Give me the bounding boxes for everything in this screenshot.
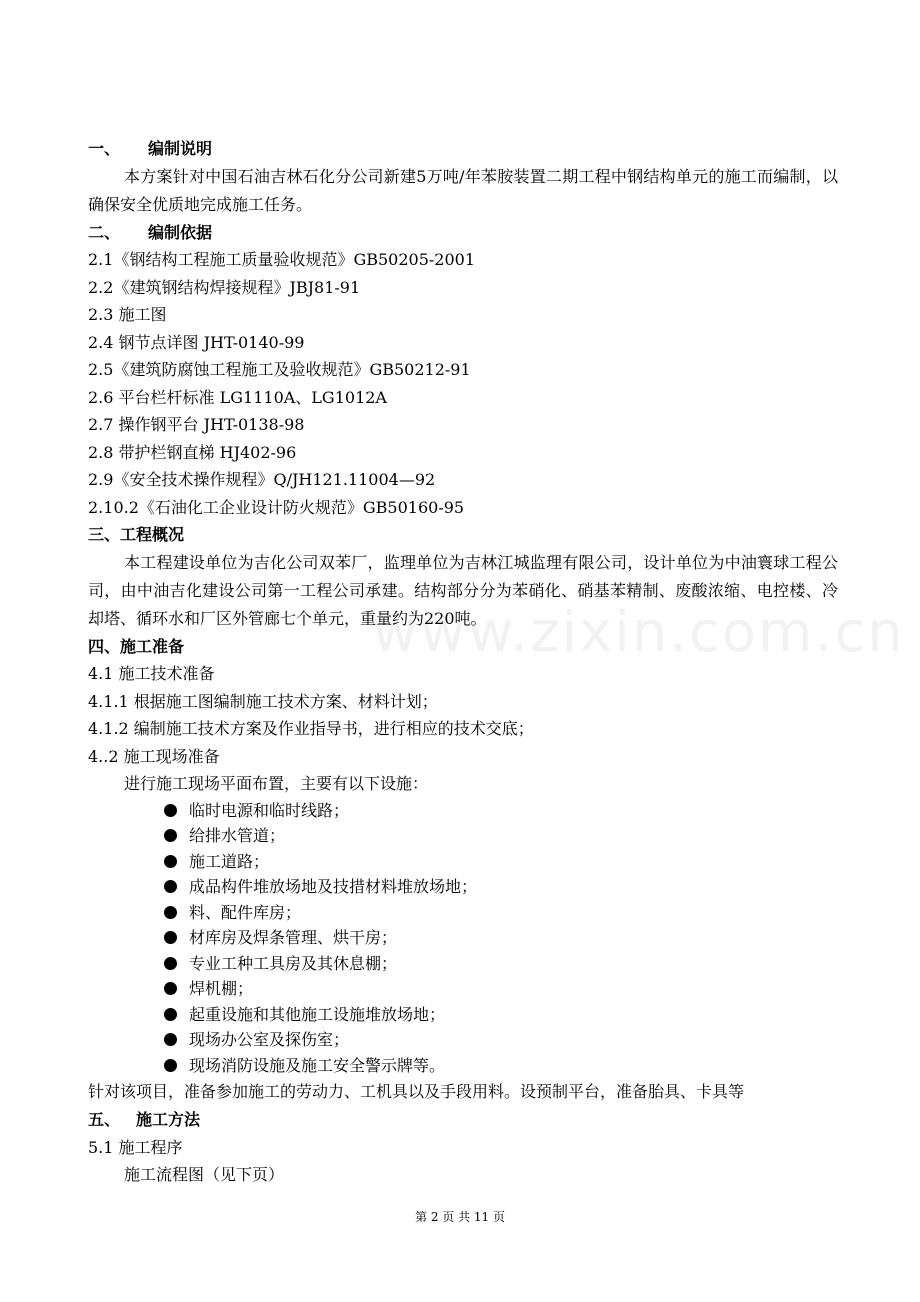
reference-item: 2.2《建筑钢结构焊接规程》JBJ81-91 bbox=[88, 277, 361, 297]
section-number: 五、 bbox=[88, 1110, 121, 1129]
reference-item: 2.6 平台栏杆标准 LG1110A、LG1012A bbox=[88, 387, 387, 407]
reference-list bbox=[88, 246, 838, 521]
bullet-dot-icon bbox=[164, 906, 177, 919]
paragraph-resources: 针对该项目，准备参加施工的劳动力、工机具以及手段用料。设预制平台，准备胎具、卡具等 bbox=[88, 1082, 745, 1101]
reference-item: 2.10.2《石油化工企业设计防火规范》GB50160-95 bbox=[88, 497, 465, 517]
subsection-heading: 4..2 施工现场准备 bbox=[88, 746, 220, 766]
reference-item: 2.5《建筑防腐蚀工程施工及验收规范》GB50212-91 bbox=[88, 360, 471, 379]
page-footer: 第 2 页 共 11 页 bbox=[415, 1210, 505, 1224]
section-heading-2 bbox=[88, 219, 838, 247]
bullet-dot-icon bbox=[164, 1059, 177, 1072]
section-number: 一、 bbox=[88, 139, 121, 158]
bullet-dot-icon bbox=[164, 982, 177, 995]
paragraph-intro: 本方案针对中国石油吉林石化分公司新建5万吨/年苯胺装置二期工程中钢结构单元的施工而编制，以确保安全优质地完成施工任务。 bbox=[88, 166, 838, 214]
list-item: 焊机棚； bbox=[88, 976, 838, 1002]
list-item: 材库房及焊条管理、烘干房； bbox=[88, 925, 838, 951]
bullet-dot-icon bbox=[164, 804, 177, 817]
section-heading-1 bbox=[88, 135, 838, 163]
section-heading-3: 三、工程概况 bbox=[88, 525, 185, 544]
section-heading-4: 四、施工准备 bbox=[88, 636, 185, 656]
list-item: 给排水管道； bbox=[88, 823, 838, 849]
bullet-dot-icon bbox=[164, 880, 177, 893]
reference-item: 2.9《安全技术操作规程》Q/JH121.11004—92 bbox=[88, 470, 436, 489]
subsection-heading: 5.1 施工程序 bbox=[88, 1137, 183, 1157]
list-item: 临时电源和临时线路； bbox=[88, 798, 838, 824]
reference-item: 2.7 操作钢平台 JHT-0138-98 bbox=[88, 415, 305, 434]
list-item: 专业工种工具房及其休息棚； bbox=[88, 951, 838, 977]
paragraph-overview: 本工程建设单位为吉化公司双苯厂，监理单位为吉林江城监理有限公司，设计单位为中油寰球工程公司，由中油吉化建设公司第一工程公司承建。结构部分分为苯硝化、硝基苯精制、废酸浓缩、电控楼、冷却塔、循环水和厂区外管廊七个单元，重量约为220吨。 bbox=[88, 552, 838, 628]
reference-item: 2.4 钢节点详图 JHT-0140-99 bbox=[88, 332, 305, 352]
section-number: 二、 bbox=[88, 222, 121, 242]
list-item: 现场办公室及探伤室； bbox=[88, 1027, 838, 1053]
list-item: 成品构件堆放场地及技措材料堆放场地； bbox=[88, 874, 838, 900]
bullet-dot-icon bbox=[164, 855, 177, 868]
subsection-item: 4.1.1 根据施工图编制施工技术方案、材料计划； bbox=[88, 691, 438, 711]
section-heading-5 bbox=[88, 1106, 838, 1134]
facilities-intro: 进行施工现场平面布置，主要有以下设施： bbox=[124, 774, 429, 793]
bullet-dot-icon bbox=[164, 1008, 177, 1021]
reference-item: 2.1《钢结构工程施工质量验收规范》GB50205-2001 bbox=[88, 250, 476, 269]
list-item: 现场消防设施及施工安全警示牌等。 bbox=[88, 1053, 838, 1079]
subsection-item: 4.1.2 编制施工技术方案及作业指导书，进行相应的技术交底； bbox=[88, 719, 534, 738]
facilities-list bbox=[88, 798, 838, 1079]
section-label: 施工方法 bbox=[136, 1110, 201, 1129]
list-item: 起重设施和其他施工设施堆放场地； bbox=[88, 1002, 838, 1028]
reference-item: 2.8 带护栏钢直梯 HJ402-96 bbox=[88, 442, 297, 462]
bullet-dot-icon bbox=[164, 1033, 177, 1046]
bullet-dot-icon bbox=[164, 829, 177, 842]
bullet-dot-icon bbox=[164, 957, 177, 970]
section-label: 编制依据 bbox=[148, 222, 213, 242]
flowchart-reference: 施工流程图（见下页） bbox=[124, 1165, 285, 1184]
list-item: 施工道路； bbox=[88, 849, 838, 875]
section-label: 编制说明 bbox=[148, 139, 213, 158]
list-item: 料、配件库房； bbox=[88, 900, 838, 926]
reference-item: 2.3 施工图 bbox=[88, 305, 167, 324]
subsection-heading: 4.1 施工技术准备 bbox=[88, 664, 215, 683]
document-body bbox=[88, 135, 838, 1189]
bullet-dot-icon bbox=[164, 931, 177, 944]
watermark: www.zixin.com.cn bbox=[372, 600, 905, 665]
